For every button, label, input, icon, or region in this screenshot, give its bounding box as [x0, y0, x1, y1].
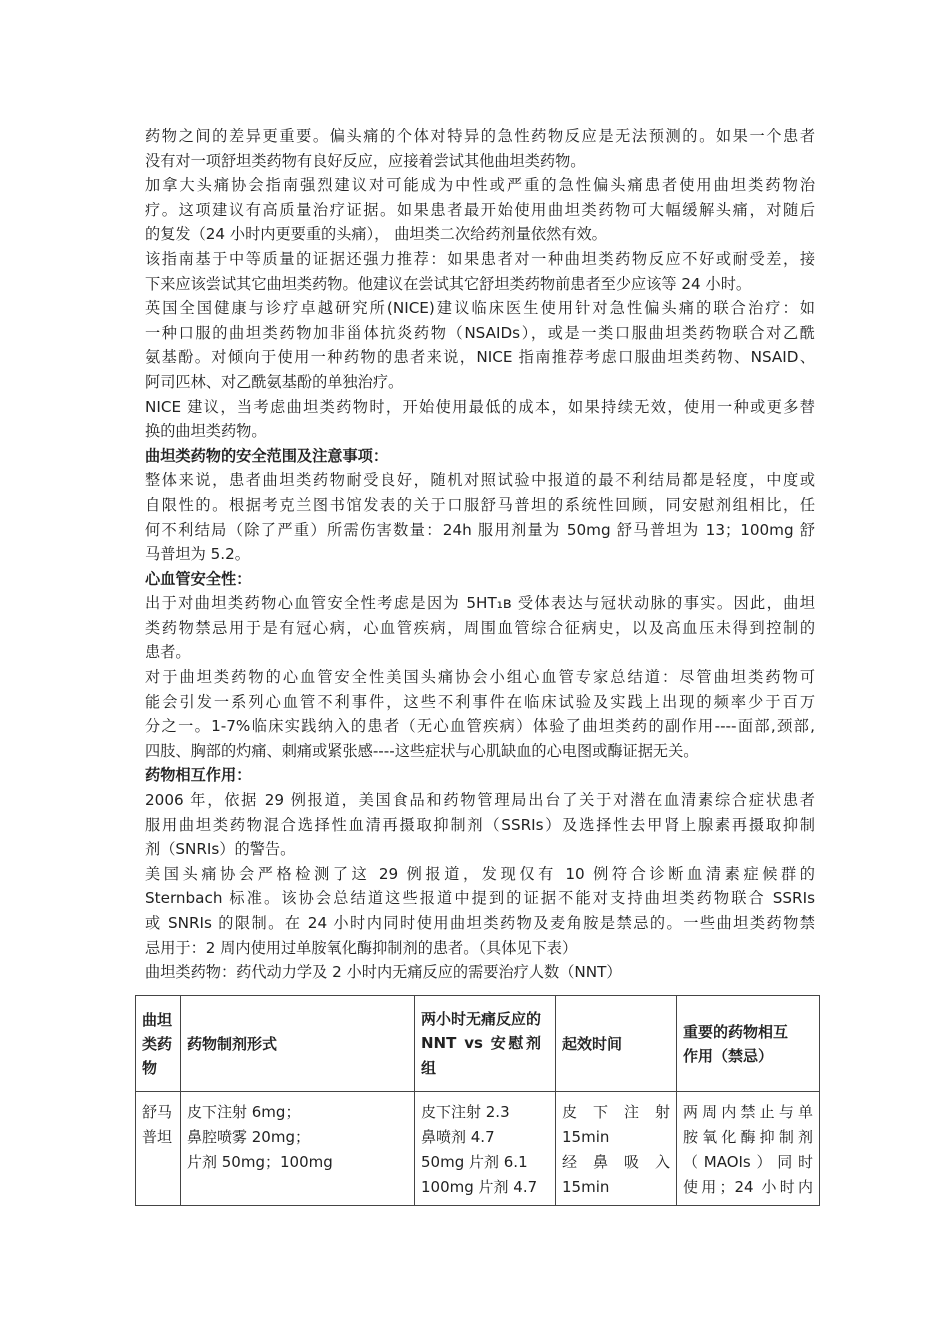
- text-line: 该指南基于中等质量的证据还强力推荐：如果患者对一种曲坦类药物反应不好或耐受差，接: [145, 249, 815, 268]
- cell-text-line: 药物制剂形式: [187, 1034, 278, 1053]
- cell-text-line: 胺氧化酶抑制剂: [683, 1128, 813, 1146]
- text-line: 心血管安全性：: [145, 569, 252, 588]
- cell-onset: [556, 1092, 677, 1206]
- cell-text-line: 片剂 50mg；100mg: [187, 1153, 333, 1171]
- paragraph: [145, 395, 815, 444]
- cell-text-line: 作用（禁忌）: [683, 1046, 774, 1065]
- cell-text-line: 皮下注射 6mg；: [187, 1103, 301, 1121]
- cell-drug-name: [136, 1092, 181, 1206]
- cell-nnt: [415, 1092, 556, 1206]
- document-body: [145, 124, 815, 985]
- paragraph: [145, 468, 815, 566]
- text-line: 出于对曲坦类药物心血管安全性考虑是因为 5HT₁ʙ 受体表达与冠状动脉的事实。因此，曲坦: [145, 594, 815, 613]
- section-heading: [145, 444, 815, 469]
- text-line: 或 SNRIs 的限制。在 24 小时内同时使用曲坦类药物及麦角胺是禁忌的。一些曲坦类药物禁: [145, 914, 815, 932]
- cell-text-line: 50mg 片剂 6.1: [421, 1153, 528, 1171]
- paragraph: [145, 247, 815, 296]
- cell-text-line: 两周内禁止与单: [683, 1103, 813, 1121]
- text-line: 英国全国健康与诊疗卓越研究所(NICE)建议临床医生使用针对急性偏头痛的联合治疗：如: [145, 299, 815, 318]
- text-line: 何不利结局（除了严重）所需伤害数量：24h 服用剂量为 50mg 舒马普坦为 13；100mg 舒: [145, 520, 815, 539]
- cell-text-line: 经鼻吸入: [562, 1153, 670, 1171]
- table-row: [136, 1092, 820, 1206]
- text-line: 一种口服的曲坦类药物加非甾体抗炎药物（NSAIDs），或是一类口服曲坦类药物联合对乙酰: [145, 323, 815, 342]
- text-line: 美国头痛协会严格检测了这 29 例报道，发现仅有 10 例符合诊断血清素症候群的: [145, 864, 815, 883]
- cell-text-line: 15min: [562, 1178, 610, 1196]
- cell-text-line: 类药: [142, 1034, 173, 1053]
- text-line: 药物相互作用：: [145, 766, 252, 785]
- text-line: 加拿大头痛协会指南强烈建议对可能成为中性或严重的急性偏头痛患者使用曲坦类药物治: [145, 176, 815, 195]
- text-line: 曲坦类药物的安全范围及注意事项：: [145, 446, 388, 465]
- cell-text-line: 舒马: [142, 1103, 173, 1121]
- paragraph: [145, 960, 815, 985]
- text-line: 药物之间的差异更重要。偏头痛的个体对特异的急性药物反应是无法预测的。如果一个患者: [145, 127, 815, 145]
- cell-text-line: 使用；24 小时内: [683, 1178, 813, 1196]
- cell-text-line: 100mg 片剂 4.7: [421, 1178, 538, 1196]
- text-line: 剂（SNRIs）的警告。: [145, 840, 296, 859]
- section-heading: [145, 763, 815, 788]
- cell-text-line: 起效时间: [562, 1034, 623, 1053]
- text-line: 阿司匹林、对乙酰氨基酚的单独治疗。: [145, 372, 404, 391]
- cell-text-line: NNT vs 安慰剂: [421, 1034, 542, 1052]
- text-line: 疗。这项建议有高质量治疗证据。如果患者最开始使用曲坦类药物可大幅缓解头痛，对随后: [145, 200, 815, 219]
- text-line: 整体来说，患者曲坦类药物耐受良好，随机对照试验中报道的最不利结局都是轻度，中度或: [145, 471, 815, 490]
- text-line: 服用曲坦类药物混合选择性血清再摄取抑制剂（SSRIs）及选择性去甲肾上腺素再摄取抑制: [145, 815, 815, 834]
- text-line: Sternbach 标准。该协会总结道这些报道中提到的证据不能对支持曲坦类药物联合 SSRIs: [145, 889, 815, 908]
- cell-text-line: 鼻腔喷雾 20mg；: [187, 1128, 310, 1146]
- header-cell-drug: [136, 996, 181, 1092]
- header-cell-interaction: [677, 996, 820, 1092]
- header-cell-form: [181, 996, 415, 1092]
- cell-text-line: 两小时无痛反应的: [421, 1010, 542, 1028]
- text-line: 对于曲坦类药物的心血管安全性美国头痛协会小组心血管专家总结道：尽管曲坦类药物可: [145, 668, 815, 687]
- cell-text-line: 物: [142, 1058, 158, 1077]
- text-line: 分之一。1-7%临床实践纳入的患者（无心血管疾病）体验了曲坦类药的副作用----面部,颈部,: [145, 717, 815, 736]
- text-line: 忌用于：2 周内使用过单胺氧化酶抑制剂的患者。（具体见下表）: [145, 938, 578, 957]
- text-line: 换的曲坦类药物。: [145, 422, 267, 441]
- text-line: 没有对一项舒坦类药物有良好反应，应接着尝试其他曲坦类药物。: [145, 151, 586, 170]
- cell-text-line: 组: [421, 1059, 437, 1077]
- header-cell-nnt: [415, 996, 556, 1092]
- text-line: 氨基酚。对倾向于使用一种药物的患者来说，NICE 指南推荐考虑口服曲坦类药物、NSAID、: [145, 348, 815, 367]
- cell-text-line: 皮下注射: [562, 1103, 670, 1121]
- text-line: NICE 建议，当考虑曲坦类药物时，开始使用最低的成本，如果持续无效，使用一种或更多替: [145, 397, 815, 416]
- triptan-table: [135, 995, 820, 1206]
- text-line: 能会引发一系列心血管不利事件，这些不利事件在临床试验及实践上出现的频率少于百万: [145, 692, 815, 711]
- paragraph: [145, 173, 815, 247]
- section-heading: [145, 567, 815, 592]
- text-line: 四肢、胸部的灼痛、刺痛或紧张感----这些症状与心肌缺血的心电图或酶证据无关。: [145, 741, 699, 760]
- header-cell-onset: [556, 996, 677, 1092]
- cell-text-line: 15min: [562, 1128, 610, 1146]
- cell-interaction: [677, 1092, 820, 1206]
- cell-text-line: 鼻喷剂 4.7: [421, 1128, 495, 1146]
- paragraph: [145, 591, 815, 665]
- cell-text-line: 重要的药物相互: [683, 1022, 789, 1041]
- paragraph: [145, 296, 815, 394]
- text-line: 下来应该尝试其它曲坦类药物。他建议在尝试其它舒坦类药物前患者至少应该等 24 小时。: [145, 274, 752, 293]
- paragraph: [145, 862, 815, 960]
- text-line: 马普坦为 5.2。: [145, 545, 250, 564]
- cell-text-line: 曲坦: [142, 1010, 173, 1029]
- text-line: 2006 年，依据 29 例报道，美国食品和药物管理局出台了关于对潜在血清素综合症状患者: [145, 791, 815, 810]
- cell-formulation: [181, 1092, 415, 1206]
- text-line: 患者。: [145, 643, 191, 662]
- text-line: 曲坦类药物：药代动力学及 2 小时内无痛反应的需要治疗人数（NNT）: [145, 963, 622, 982]
- cell-text-line: （MAOIs）同时: [683, 1153, 813, 1171]
- text-line: 的复发（24 小时内更要重的头痛）， 曲坦类二次给药剂量依然有效。: [145, 225, 607, 244]
- text-line: 自限性的。根据考克兰图书馆发表的关于口服舒马普坦的系统性回顾，同安慰剂组相比，任: [145, 495, 815, 514]
- cell-text-line: 皮下注射 2.3: [421, 1103, 510, 1121]
- table-header-row: [136, 996, 820, 1092]
- paragraph: [145, 788, 815, 862]
- cell-text-line: 普坦: [142, 1128, 173, 1146]
- paragraph: [145, 665, 815, 763]
- paragraph: [145, 124, 815, 173]
- text-line: 类药物禁忌用于是有冠心病，心血管疾病，周围血管综合征病史，以及高血压未得到控制的: [145, 618, 815, 637]
